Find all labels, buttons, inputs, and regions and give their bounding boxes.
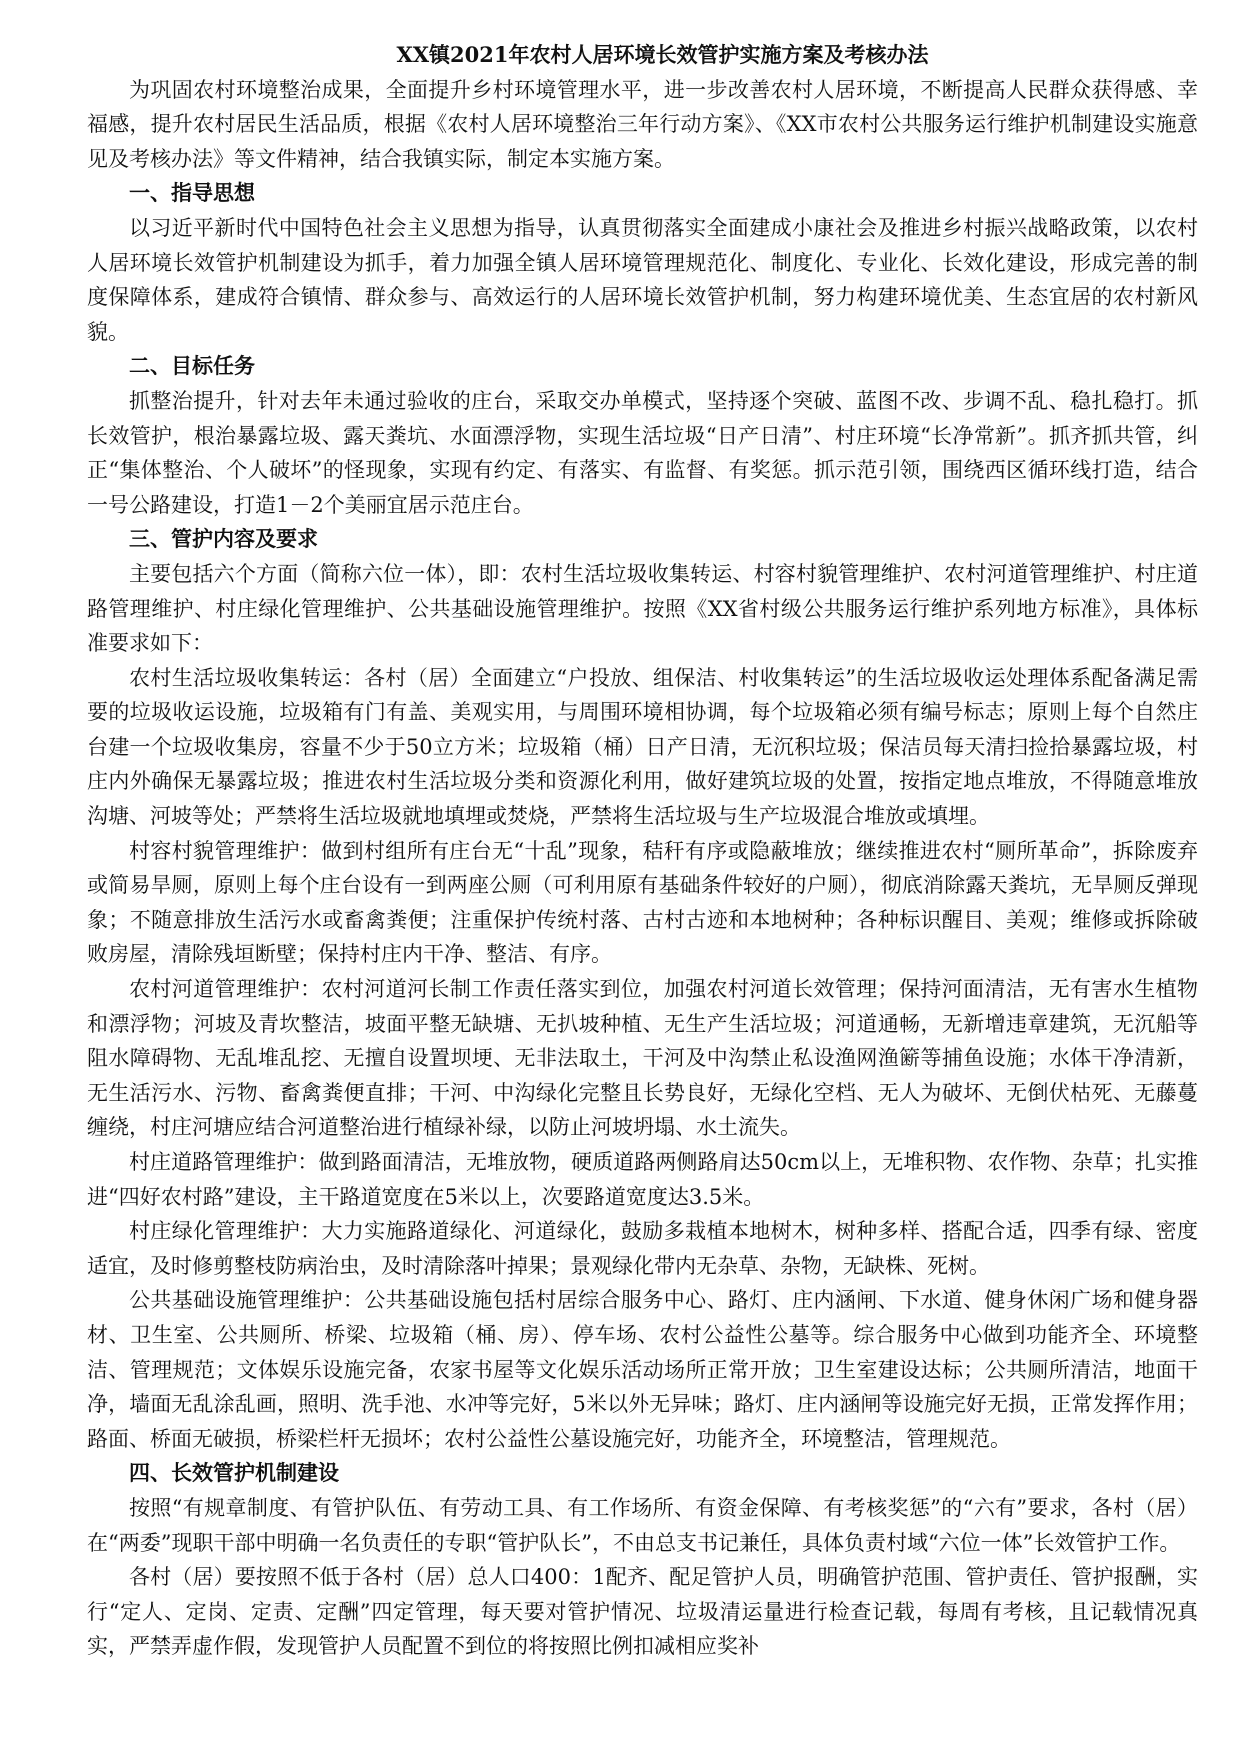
section-paragraph: 以习近平新时代中国特色社会主义思想为指导，认真贯彻落实全面建成小康社会及推进乡村振兴战略政策，以农村人居环境长效管护机制建设为抓手，着力加强全镇人居环境管理规范化、制度化、专业化、长效化建设，形成完善的制度保障体系，建成符合镇情、群众参与、高效运行的人居环境长效管护机制，努力构建环境优美、生态宜居的农村新风貌。 [87,215,1198,344]
section-paragraph: 按照“有规章制度、有管护队伍、有劳动工具、有工作场所、有资金保障、有考核奖惩”的“六有”要求，各村（居）在“两委”现职干部中明确一名负责任的专职“管护队长”，不由总支书记兼任，具体负责村域“六位一体”长效管护工作。 [87,1495,1198,1555]
section-paragraph: 村庄道路管理维护：做到路面清洁，无堆放物，硬质道路两侧路肩达50cm以上，无堆积物、农作物、杂草；扎实推进“四好农村路”建设，主干路道宽度在5米以上，次要路道宽度达3.5米。 [87,1150,1198,1209]
section-paragraph: 农村河道管理维护：农村河道河长制工作责任落实到位，加强农村河道长效管理；保持河面清洁，无有害水生植物和漂浮物；河坡及青坎整洁，坡面平整无缺塘、无扒坡种植、无生产生活垃圾；河道通畅，无新增违章建筑，无沉船等阻水障碍物、无乱堆乱挖、无擅自设置坝埂、无非法取土，干河及中沟禁止私设渔网渔簖等捕鱼设施；水体干净清新，无生活污水、污物、畜禽粪便直排；干河、中沟绿化完整且长势良好，无绿化空档、无人为破坏、无倒伏枯死、无藤蔓缠绕，村庄河塘应结合河道整治进行植绿补绿，以防止河坡坍塌、水土流失。 [87,977,1198,1140]
section-paragraph: 公共基础设施管理维护：公共基础设施包括村居综合服务中心、路灯、庄内涵闸、下水道、健身休闲广场和健身器材、卫生室、公共厕所、桥梁、垃圾箱（桶、房）、停车场、农村公益性公墓等。综合服务中心做到功能齐全、环境整洁、管理规范；文体娱乐设施完备，农家书屋等文化娱乐活动场所正常开放；卫生室建设达标；公共厕所清洁，地面干净，墙面无乱涂乱画，照明、洗手池、水冲等完好，5米以外无异味；路灯、庄内涵闸等设施完好无损，正常发挥作用；路面、桥面无破损，桥梁栏杆无损坏；农村公益性公墓设施完好，功能齐全，环境整洁，管理规范。 [87,1288,1198,1451]
section-paragraph: 主要包括六个方面（简称六位一体），即：农村生活垃圾收集转运、村容村貌管理维护、农村河道管理维护、村庄道路管理维护、村庄绿化管理维护、公共基础设施管理维护。按照《XX省村级公共服务运行维护系列地方标准》，具体标准要求如下： [87,561,1198,656]
section-paragraph: 抓整治提升，针对去年未通过验收的庄台，采取交办单模式，坚持逐个突破、蓝图不改、步调不乱、稳扎稳打。抓长效管护，根治暴露垃圾、露天粪坑、水面漂浮物，实现生活垃圾“日产日清”、村庄环境“长净常新”。抓齐抓共管，纠正“集体整治、个人破坏”的怪现象，实现有约定、有落实、有监督、有奖惩。抓示范引领，围绕西区循环线打造，结合一号公路建设，打造1－2个美丽宜居示范庄台。 [87,388,1198,517]
section-heading-goals: 二、目标任务 [129,353,255,379]
section-heading-content-requirements: 三、管护内容及要求 [129,526,318,552]
section-paragraph: 各村（居）要按照不低于各村（居）总人口400：1配齐、配足管护人员，明确管护范围、管护责任、管护报酬，实行“定人、定岗、定责、定酬”四定管理，每天要对管护情况、垃圾清运量进行检查记载，每周有考核，且记载情况真实，严禁弄虚作假，发现管护人员配置不到位的将按照比例扣减相应奖补 [87,1565,1198,1659]
section-heading-mechanism: 四、长效管护机制建设 [129,1460,339,1486]
section-paragraph: 村庄绿化管理维护：大力实施路道绿化、河道绿化，鼓励多栽植本地树木，树种多样、搭配合适，四季有绿、密度适宜，及时修剪整枝防病治虫，及时清除落叶掉果；景观绿化带内无杂草、杂物，无缺株、死树。 [87,1219,1198,1278]
document-title: XX镇2021年农村人居环境长效管护实施方案及考核办法 [396,42,929,67]
section-heading-guiding-thought: 一、指导思想 [129,180,255,206]
section-paragraph: 村容村貌管理维护：做到村组所有庄台无“十乱”现象，秸秆有序或隐蔽堆放；继续推进农村“厕所革命”，拆除废弃或简易旱厕，原则上每个庄台设有一到两座公厕（可利用原有基础条件较好的户厕），彻底消除露天粪坑，无旱厕反弹现象；不随意排放生活污水或畜禽粪便；注重保护传统村落、古村古迹和本地树种；各种标识醒目、美观；维修或拆除破败房屋，清除残垣断壁；保持村庄内干净、整洁、有序。 [87,838,1198,967]
section-paragraph: 农村生活垃圾收集转运：各村（居）全面建立“户投放、组保洁、村收集转运”的生活垃圾收运处理体系配备满足需要的垃圾收运设施，垃圾箱有门有盖、美观实用，与周围环境相协调，每个垃圾箱必须有编号标志；原则上每个自然庄台建一个垃圾收集房，容量不少于50立方米；垃圾箱（桶）日产日清，无沉积垃圾；保洁员每天清扫捡拾暴露垃圾，村庄内外确保无暴露垃圾；推进农村生活垃圾分类和资源化利用，做好建筑垃圾的处置，按指定地点堆放，不得随意堆放沟塘、河坡等处；严禁将生活垃圾就地填埋或焚烧，严禁将生活垃圾与生产垃圾混合堆放或填埋。 [87,665,1198,829]
intro-paragraph: 为巩固农村环境整治成果，全面提升乡村环境管理水平，进一步改善农村人居环境，不断提高人民群众获得感、幸福感，提升农村居民生活品质，根据《农村人居环境整治三年行动方案》、《XX市农村公共服务运行维护机制建设实施意见及考核办法》等文件精神，结合我镇实际，制定本实施方案。 [87,77,1198,171]
